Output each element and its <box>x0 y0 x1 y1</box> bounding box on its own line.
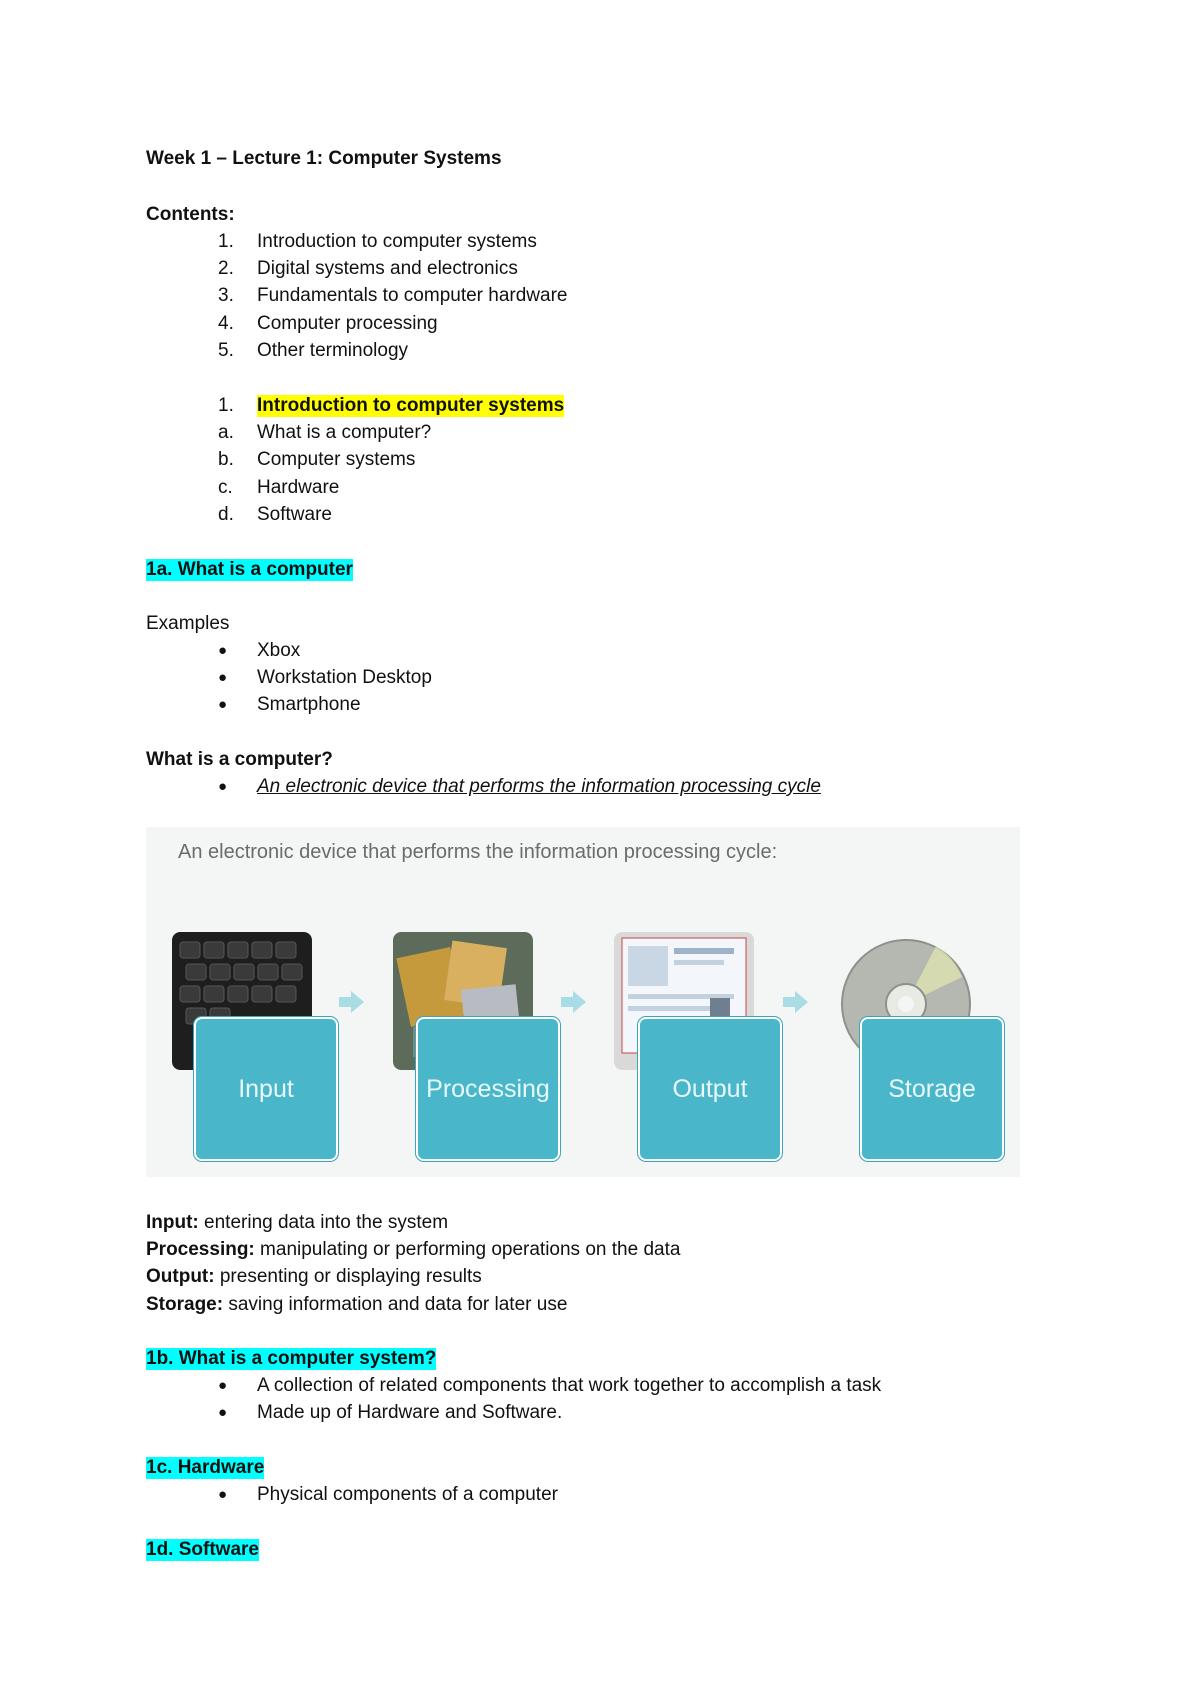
contents-item: Digital systems and electronics <box>257 258 518 279</box>
term-text: saving information and data for later use <box>223 1294 568 1315</box>
section1b-heading: 1b. What is a computer system? <box>146 1348 437 1369</box>
list-number: 4. <box>218 313 234 334</box>
definition-line <box>146 1294 567 1316</box>
bullet-icon: ● <box>218 642 228 659</box>
contents-item: Introduction to computer systems <box>257 231 537 252</box>
stage-storage-box: Storage <box>860 1017 1004 1161</box>
term-text: presenting or displaying results <box>214 1266 482 1287</box>
term-text: entering data into the system <box>198 1212 449 1233</box>
list-item: Workstation Desktop <box>257 667 432 688</box>
list-number: 1. <box>218 395 234 416</box>
stage-processing-box: Processing <box>416 1017 560 1161</box>
question-heading: What is a computer? <box>146 749 333 770</box>
list-number: 1. <box>218 231 234 252</box>
outline-item: Hardware <box>257 477 340 498</box>
bullet-icon: ● <box>218 1486 228 1503</box>
term: Processing: <box>146 1239 255 1260</box>
definition-line <box>146 1239 680 1261</box>
bullet-icon: ● <box>218 696 228 713</box>
list-number: 3. <box>218 285 234 306</box>
list-letter: d. <box>218 504 234 525</box>
section1-heading: Introduction to computer systems <box>257 395 565 416</box>
bullet-icon: ● <box>218 1377 228 1394</box>
list-item: A collection of related components that work together to accomplish a task <box>257 1375 882 1396</box>
processing-cycle-diagram <box>146 827 1020 1177</box>
contents-item: Computer processing <box>257 313 438 334</box>
definition-line <box>146 1266 482 1288</box>
term-text: manipulating or performing operations on the data <box>254 1239 681 1260</box>
list-letter: b. <box>218 449 234 470</box>
list-letter: a. <box>218 422 234 443</box>
contents-heading: Contents: <box>146 204 235 225</box>
list-letter: c. <box>218 477 233 498</box>
bullet-icon: ● <box>218 669 228 686</box>
list-number: 2. <box>218 258 234 279</box>
outline-item: Computer systems <box>257 449 416 470</box>
examples-label: Examples <box>146 613 230 634</box>
bullet-icon: ● <box>218 778 228 795</box>
term: Storage: <box>146 1294 224 1315</box>
term: Input: <box>146 1212 199 1233</box>
outline-item: What is a computer? <box>257 422 432 443</box>
bullet-icon: ● <box>218 1404 228 1421</box>
arrow-right-icon <box>783 989 809 1015</box>
list-item: Smartphone <box>257 694 361 715</box>
definition-line <box>146 1212 448 1234</box>
contents-item: Fundamentals to computer hardware <box>257 285 568 306</box>
list-item: Made up of Hardware and Software. <box>257 1402 563 1423</box>
diagram-caption: An electronic device that performs the information processing cycle: <box>178 841 778 863</box>
section1c-heading: 1c. Hardware <box>146 1457 265 1478</box>
contents-item: Other terminology <box>257 340 409 361</box>
definition-text: An electronic device that performs the information processing cycle <box>257 776 821 797</box>
arrow-right-icon <box>339 989 365 1015</box>
outline-item: Software <box>257 504 332 525</box>
stage-output-box: Output <box>638 1017 782 1161</box>
list-item: Physical components of a computer <box>257 1484 558 1505</box>
arrow-right-icon <box>561 989 587 1015</box>
list-item: Xbox <box>257 640 301 661</box>
term: Output: <box>146 1266 215 1287</box>
list-number: 5. <box>218 340 234 361</box>
page-title: Week 1 – Lecture 1: Computer Systems <box>146 148 502 169</box>
stage-input-box: Input <box>194 1017 338 1161</box>
section1a-heading: 1a. What is a computer <box>146 559 353 580</box>
section1d-heading: 1d. Software <box>146 1539 259 1560</box>
